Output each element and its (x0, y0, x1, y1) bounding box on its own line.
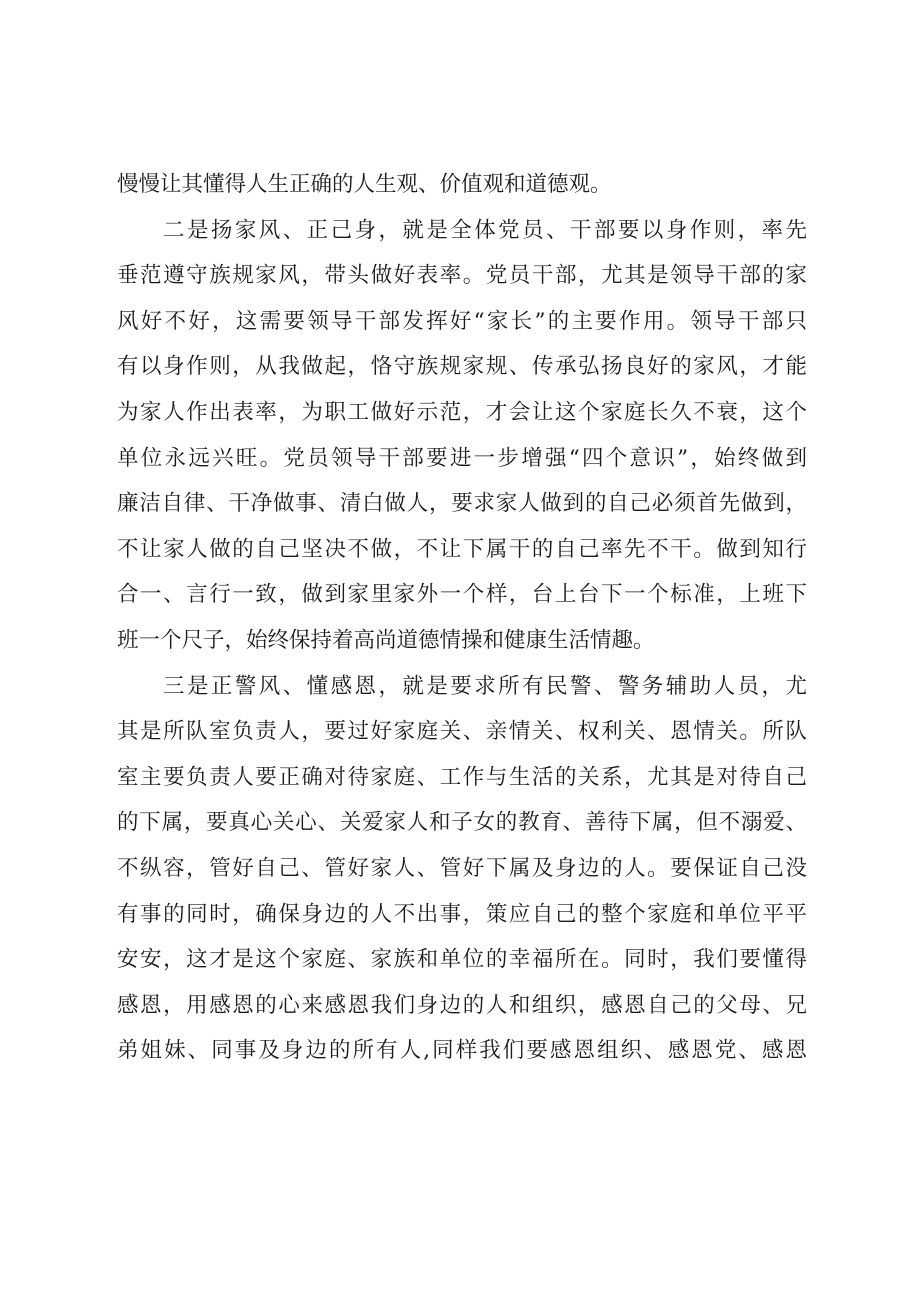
paragraph-3-line-5: 不纵容，管好自己、管好家人、管好下属及身边的人。要保证自己没 (117, 855, 807, 881)
paragraph-3-line-3: 室主要负责人要正确对待家庭、工作与生活的关系，尤其是对待自己 (117, 764, 807, 790)
paragraph-3-line-2: 其是所队室负责人，要过好家庭关、亲情关、权利关、恩情关。所队 (117, 719, 807, 745)
paragraph-2-line-9: 合一、言行一致，做到家里家外一个样，台上台下一个标准，上班下 (117, 582, 807, 608)
paragraph-3-line-6: 有事的同时，确保身边的人不出事，策应自己的整个家庭和单位平平 (117, 901, 807, 927)
paragraph-2-line-1: 二是扬家风、正己身，就是全体党员、干部要以身作则，率先 (163, 217, 807, 243)
paragraph-3-line-7: 安安，这才是这个家庭、家族和单位的幸福所在。同时，我们要懂得 (117, 947, 807, 973)
paragraph-2-line-3: 风好不好，这需要领导干部发挥好“家长”的主要作用。领导干部只 (117, 308, 807, 334)
paragraph-3-line-4: 的下属，要真心关心、关爱家人和子女的教育、善待下属，但不溺爱、 (117, 810, 807, 836)
paragraph-2-line-10: 班一个尺子，始终保持着高尚道德情操和健康生活情趣。 (117, 627, 655, 653)
paragraph-1-line-1: 慢慢让其懂得人生正确的人生观、价值观和道德观。 (117, 172, 612, 197)
document-body (117, 162, 807, 1074)
paragraph-2-line-7: 廉洁自律、干净做事、清白做人，要求家人做到的自己必须首先做到， (117, 491, 807, 517)
paragraph-2-line-6: 单位永远兴旺。党员领导干部要进一步增强“四个意识”，始终做到 (117, 445, 807, 471)
paragraph-2-line-5: 为家人作出表率，为职工做好示范，才会让这个家庭长久不衰，这个 (117, 399, 807, 425)
paragraph-2-line-2: 垂范遵守族规家风，带头做好表率。党员干部，尤其是领导干部的家 (117, 263, 807, 289)
paragraph-3-line-9: 弟姐妹、同事及身边的所有人,同样我们要感恩组织、感恩党、感恩 (117, 1038, 807, 1064)
paragraph-3-line-1: 三是正警风、懂感恩，就是要求所有民警、警务辅助人员，尤 (163, 673, 807, 699)
paragraph-2-line-4: 有以身作则，从我做起，恪守族规家规、传承弘扬良好的家风，才能 (117, 354, 807, 380)
paragraph-3-line-8: 感恩，用感恩的心来感恩我们身边的人和组织，感恩自己的父母、兄 (117, 992, 807, 1018)
paragraph-2-line-8: 不让家人做的自己坚决不做，不让下属干的自己率先不干。做到知行 (117, 536, 807, 562)
